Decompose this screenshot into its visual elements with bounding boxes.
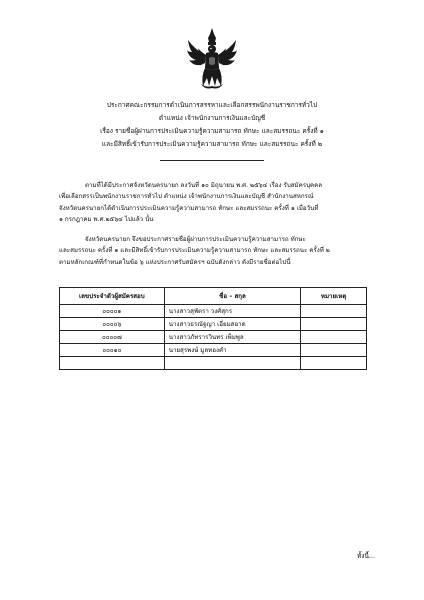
table-row	[60, 305, 367, 318]
continuation-text: ทั้งนี้...	[357, 552, 376, 560]
paragraph-line: จังหวัดนครนายก จึงขอประกาศรายชื่อผู้ผ่านการประเมินความรู้ความสามารถ ทักษะ	[85, 236, 306, 243]
announcement-subject-line-2: และมีสิทธิ์เข้ารับการประเมินความรู้ความสามารถ ทักษะ และสมรรถนะ ครั้งที่ ๒	[101, 140, 323, 148]
paragraph-line: เพื่อเลือกสรรเป็นพนักงานราชการทั่วไป ตำแหน่ง เจ้าพนักงานการเงินและบัญชี สำนักงานสหกรณ์	[59, 193, 314, 201]
paragraph-line: ตามหลักเกณฑ์ที่กำหนดในข้อ ๖ แห่งประกาศรับสมัครฯ ฉบับดังกล่าว ดังมีรายชื่อต่อไปนี้	[59, 258, 291, 266]
remarks-cell	[301, 344, 367, 357]
applicant-number-cell: ๐๐๐๐๑	[60, 305, 165, 318]
applicant-number-cell: ๐๐๐๑๐	[60, 344, 165, 357]
candidate-table	[59, 287, 367, 370]
column-header-remarks: หมายเหตุ	[301, 288, 367, 305]
table-row	[60, 357, 367, 370]
applicant-name-cell	[164, 357, 301, 370]
applicant-name-cell: นายสุรพงษ์ มูลทองคำ	[164, 344, 301, 357]
table-row	[60, 318, 367, 331]
remarks-cell	[301, 305, 367, 318]
remarks-cell	[301, 331, 367, 344]
table-row	[60, 344, 367, 357]
applicant-name-cell: นางสาวสุพัตรา วงศ์สุกร	[164, 305, 301, 318]
table-header-row	[60, 288, 367, 305]
column-header-name: ชื่อ – สกุล	[164, 288, 301, 305]
garuda-emblem-icon	[187, 28, 237, 90]
paragraph-announcement	[59, 234, 369, 268]
applicant-name-cell: นางสาวภัทรารวินทร เพ็มพูล	[164, 331, 301, 344]
table-row	[60, 331, 367, 344]
applicant-name-cell: นางสาวธรณัฐญา เอี่ยมสอาด	[164, 318, 301, 331]
remarks-cell	[301, 357, 367, 370]
column-header-applicant-number: เลขประจำตัวผู้สมัครสอบ	[60, 288, 165, 305]
applicant-number-cell	[60, 357, 165, 370]
paragraph-line: ๑ กรกฎาคม พ.ศ.๒๕๖๔ ไปแล้ว นั้น	[59, 215, 154, 223]
paragraph-line: และสมรรถนะ ครั้งที่ ๑ และมีสิทธิ์เข้ารับการประเมินความรู้ความสามารถ ทักษะ และสมรรถนะ ครั้งที่ ๒	[59, 247, 330, 255]
remarks-cell	[301, 318, 367, 331]
paragraph-background	[59, 180, 369, 225]
paragraph-line: จังหวัดนครนายกได้ดำเนินการประเมินความรู้ความสามารถ ทักษะ และสมรรถนะ ครั้งที่ ๑ เมื่อวันที่	[59, 204, 319, 212]
applicant-number-cell: ๐๐๐๐๖	[60, 318, 165, 331]
title-divider	[160, 160, 264, 161]
announcement-subject-line-1: เรื่อง รายชื่อผู้ผ่านการประเมินความรู้ความสามารถ ทักษะ และสมรรถนะ ครั้งที่ ๑	[100, 127, 324, 135]
announcement-title-line-1: ประกาศคณะกรรมการดำเนินการสรรหาและเลือกสรรพนักงานราชการทั่วไป	[106, 101, 318, 109]
announcement-title-line-2: ตำแหน่ง เจ้าพนักงานการเงินและบัญชี	[158, 114, 266, 122]
paragraph-line: ตามที่ได้มีประกาศจังหวัดนครนายก ลงวันที่ ๑๐ มิถุนายน พ.ศ. ๒๕๖๔ เรื่อง รับสมัครบุคคล	[85, 182, 323, 189]
applicant-number-cell: ๐๐๐๐๗	[60, 331, 165, 344]
